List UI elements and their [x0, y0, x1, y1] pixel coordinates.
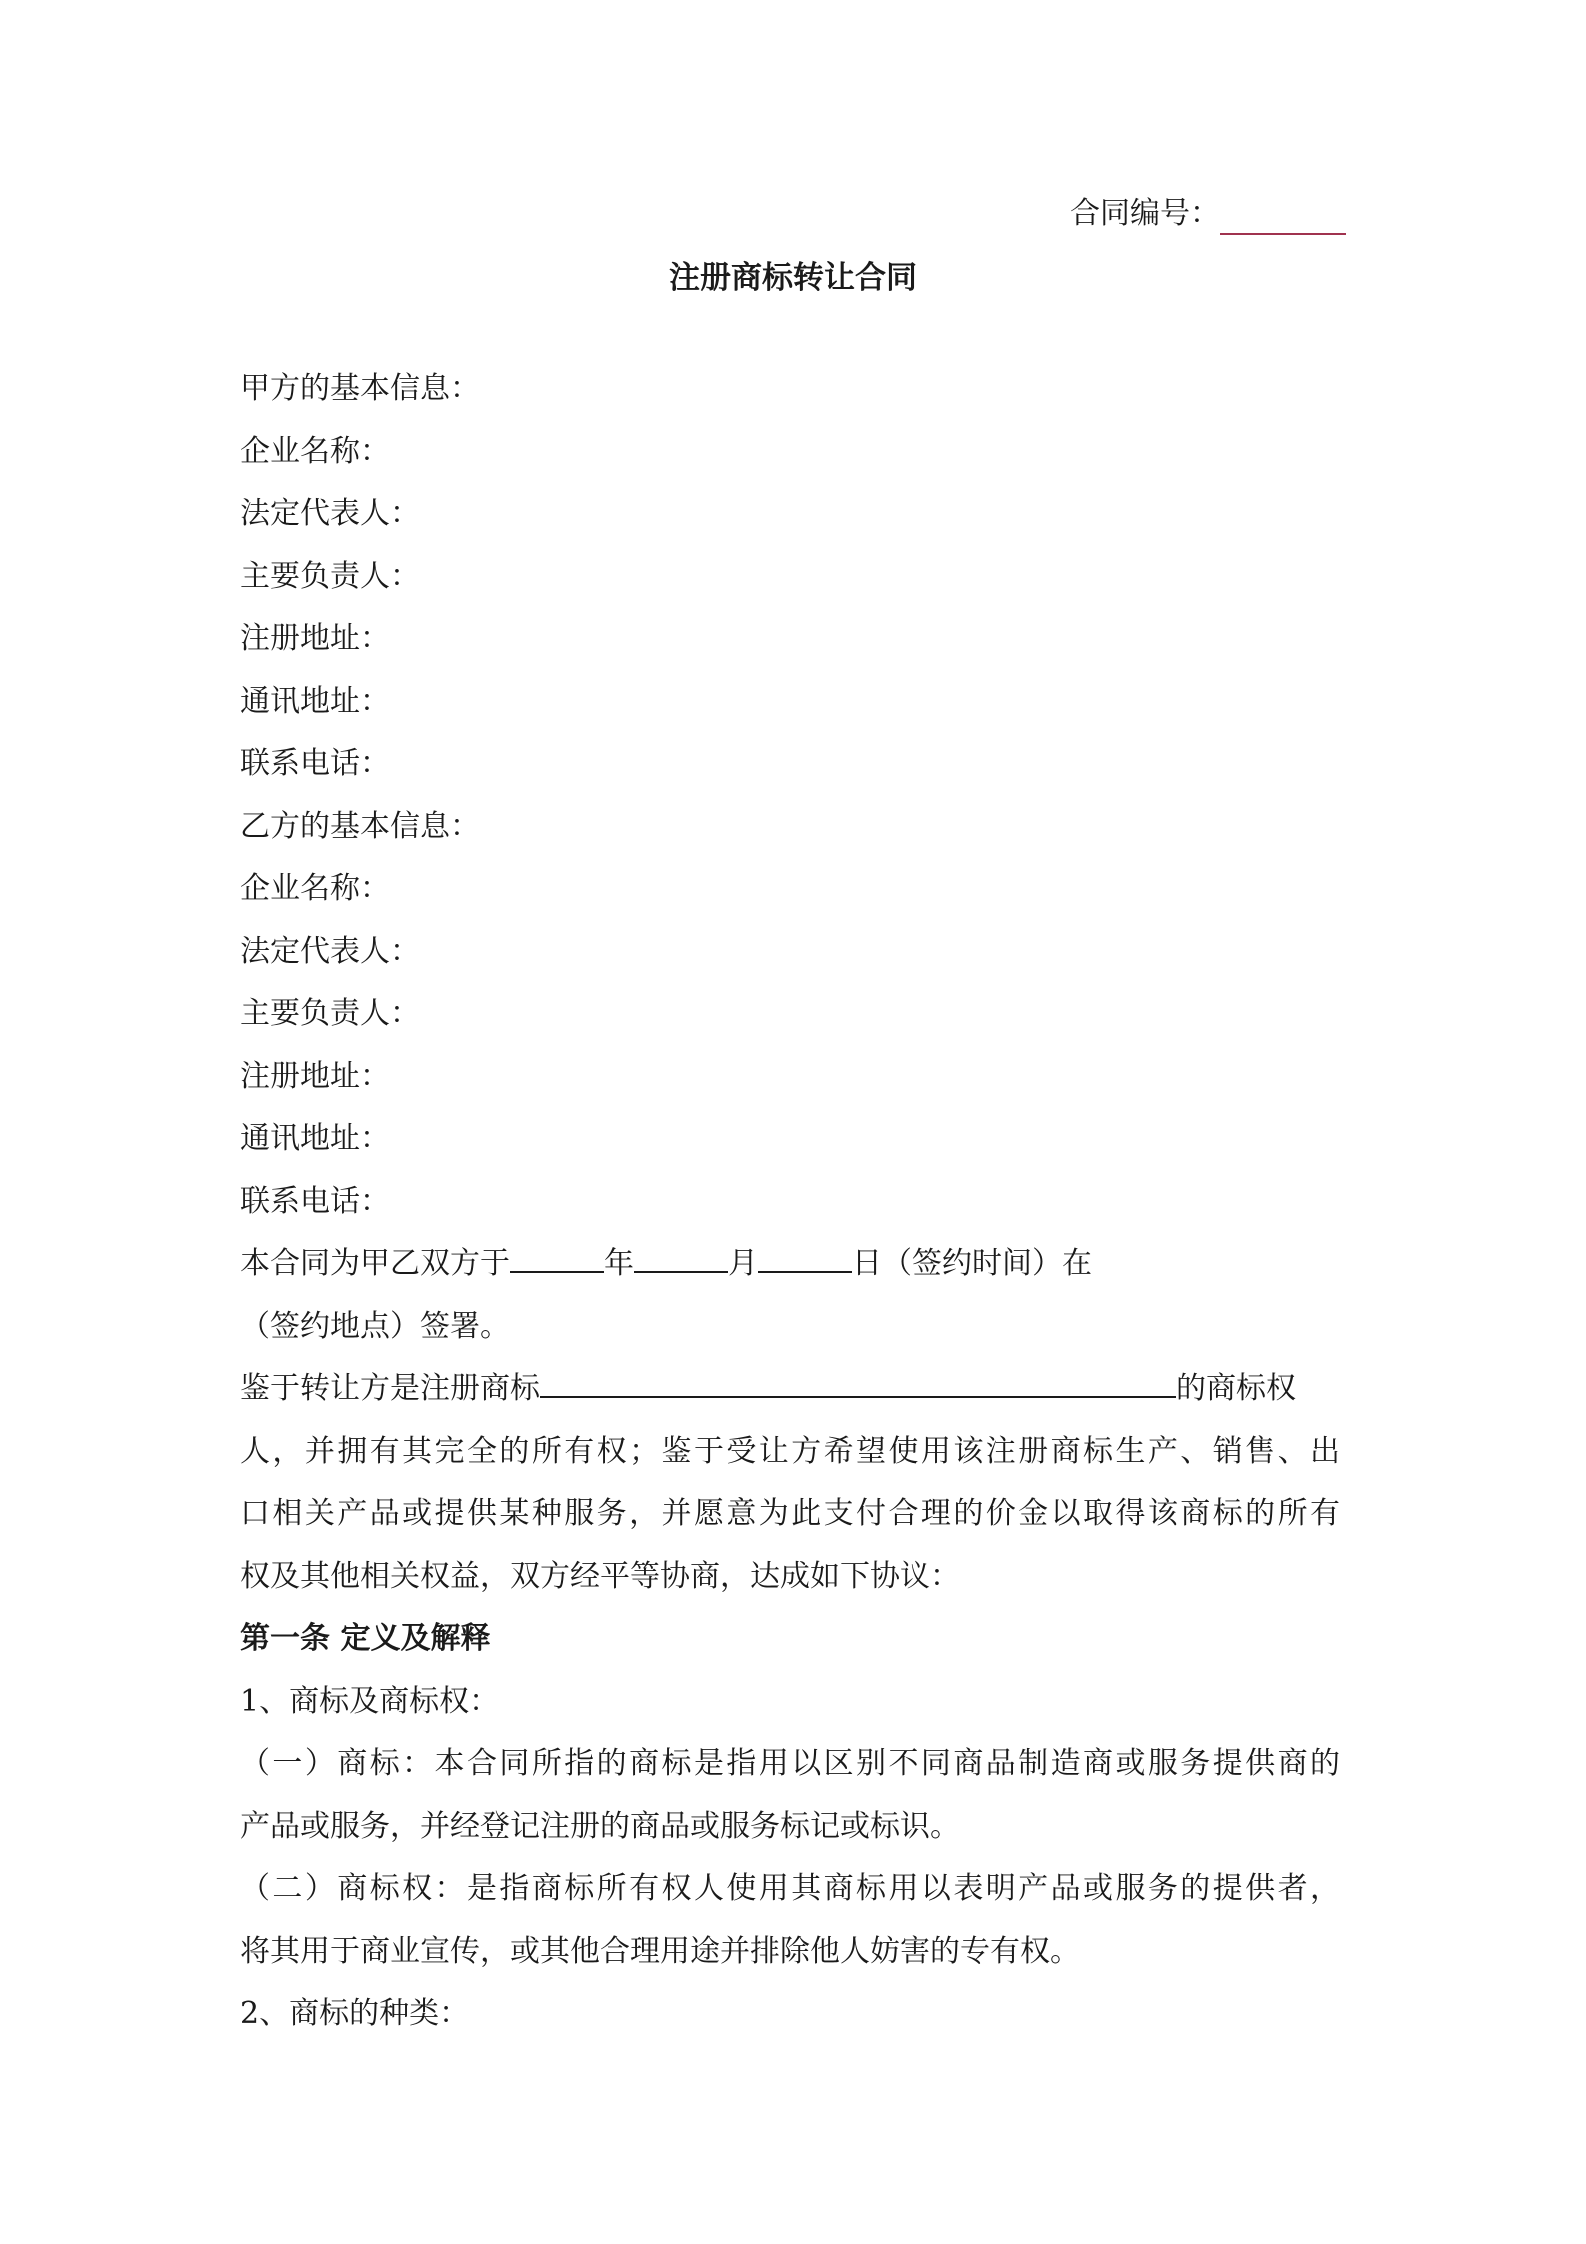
party-b-company: 企业名称：	[240, 871, 390, 906]
recital-line-1	[240, 1358, 1340, 1421]
article-1-sub-2-line-1: （二）商标权：是指商标所有权人使用其商标用以表明产品或服务的提供者，	[240, 1871, 1340, 1906]
party-a-mail-address: 通讯地址：	[240, 683, 390, 719]
signing-day-time-label: 日（签约时间）在	[852, 1246, 1092, 1281]
article-1-sub-1-line-2: 产品或服务，并经登记注册的商品或服务标记或标识。	[240, 1808, 960, 1844]
article-1-heading: 第一条 定义及解释	[240, 1621, 491, 1656]
party-a-heading: 甲方的基本信息：	[240, 371, 480, 406]
party-a-reg-address: 注册地址：	[240, 621, 390, 656]
party-b-phone: 联系电话：	[240, 1183, 390, 1219]
signing-year-blank[interactable]	[510, 1235, 604, 1273]
document-title: 注册商标转让合同	[669, 260, 917, 296]
party-a-principal: 主要负责人：	[240, 558, 420, 594]
party-a-company: 企业名称：	[240, 433, 390, 469]
recital-prefix: 鉴于转让方是注册商标	[240, 1371, 540, 1406]
recital-line-2: 人，并拥有其完全的所有权；鉴于受让方希望使用该注册商标生产、销售、出	[240, 1433, 1340, 1469]
signing-year-label: 年	[604, 1246, 634, 1281]
party-a-phone: 联系电话：	[240, 746, 390, 781]
party-b-heading: 乙方的基本信息：	[240, 808, 480, 844]
article-1-item-1: 1、商标及商标权：	[240, 1683, 500, 1719]
party-b-reg-address: 注册地址：	[240, 1058, 390, 1094]
contract-number-label: 合同编号：	[1070, 196, 1220, 231]
trademark-name-blank[interactable]	[540, 1360, 1176, 1398]
signing-day-blank[interactable]	[758, 1235, 852, 1273]
party-a-legal-rep: 法定代表人：	[240, 496, 420, 531]
article-1-sub-1-line-1: （一）商标：本合同所指的商标是指用以区别不同商品制造商或服务提供商的	[240, 1746, 1340, 1781]
article-1-item-2: 2、商标的种类：	[240, 1996, 470, 2031]
contract-number	[1070, 193, 1346, 235]
document-body	[240, 358, 1340, 2046]
signing-month-label: 月	[728, 1246, 758, 1281]
signing-month-blank[interactable]	[634, 1235, 728, 1273]
party-b-legal-rep: 法定代表人：	[240, 933, 420, 969]
contract-number-blank[interactable]	[1220, 201, 1346, 235]
recital-suffix: 的商标权	[1176, 1371, 1296, 1406]
party-b-principal: 主要负责人：	[240, 996, 420, 1031]
signing-place-line: （签约地点）签署。	[240, 1308, 510, 1344]
recital-line-4: 权及其他相关权益，双方经平等协商，达成如下协议：	[240, 1558, 960, 1594]
recital-line-3: 口相关产品或提供某种服务，并愿意为此支付合理的价金以取得该商标的所有	[240, 1496, 1340, 1531]
article-1-sub-2-line-2: 将其用于商业宣传，或其他合理用途并排除他人妨害的专有权。	[240, 1933, 1080, 1969]
signing-date-line	[240, 1233, 1340, 1296]
signing-prefix: 本合同为甲乙双方于	[240, 1246, 510, 1281]
party-b-mail-address: 通讯地址：	[240, 1121, 390, 1156]
